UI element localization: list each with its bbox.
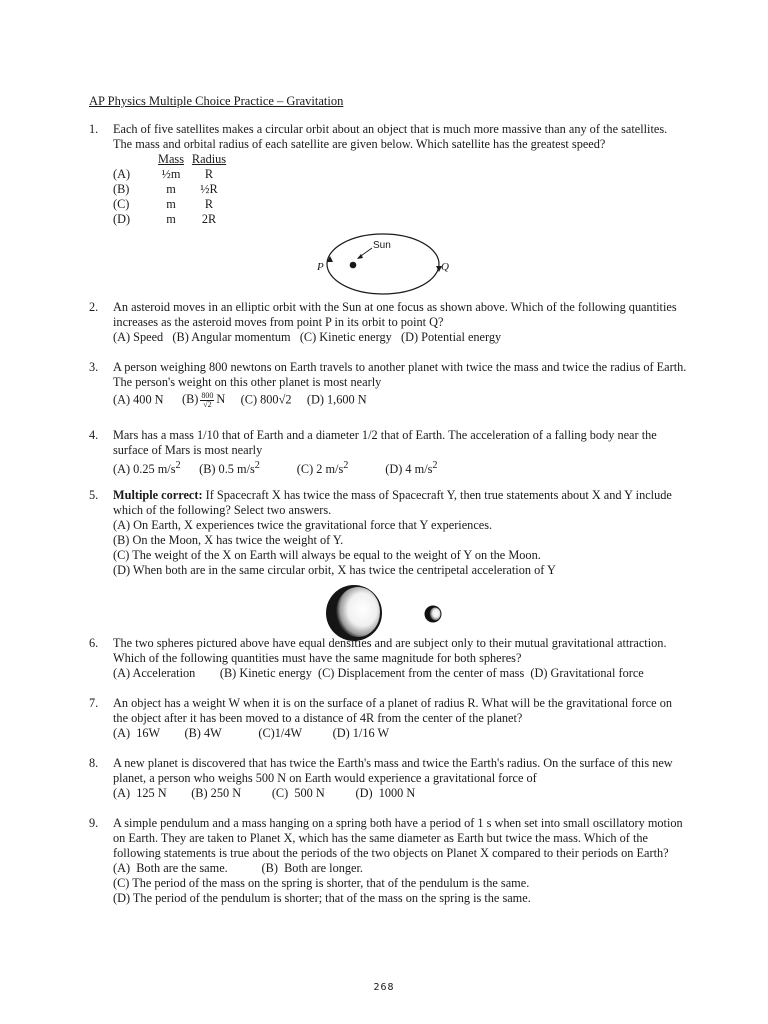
- table-row: [113, 212, 229, 227]
- exponent: 2: [175, 460, 181, 471]
- table-header-mass: Mass: [158, 152, 184, 166]
- table-row: [113, 182, 229, 197]
- question-text: An object has a weight W when it is on the surface of a planet of radius R. What will be the gravitational force on the object after it has been moved to a distance of 4R from the center of the planet?: [113, 696, 673, 725]
- option-line: (A) Both are the same. (B) Both are longer.: [113, 861, 363, 875]
- question-lead: Multiple correct:: [113, 488, 203, 502]
- option-c: (C) 800√2: [240, 392, 292, 407]
- question-7: [89, 696, 689, 741]
- question-number: 6.: [89, 636, 99, 650]
- orbit-diagram: [310, 228, 460, 300]
- point-p-label: P: [317, 261, 324, 273]
- sun-dot: [350, 262, 357, 269]
- answer-options: (A) Speed (B) Angular momentum (C) Kinetic energy (D) Potential energy: [113, 330, 502, 344]
- question-5: [89, 488, 689, 578]
- row-radius: R: [204, 167, 214, 181]
- row-mass: m: [166, 212, 176, 226]
- fraction-denominator: √2: [203, 400, 212, 409]
- point-q-label: Q: [441, 261, 449, 273]
- option-a: (A) 400 N: [113, 392, 164, 407]
- question-text: A new planet is discovered that has twice the Earth's mass and twice the Earth's radius. On the surface of this new planet, a person who weighs 500 N on Earth would experience a gravitational force of: [113, 756, 673, 785]
- question-text: [113, 488, 689, 518]
- question-number: 7.: [89, 696, 99, 710]
- row-mass: m: [166, 182, 176, 196]
- question-3: [89, 360, 689, 409]
- question-number: 2.: [89, 300, 99, 314]
- option-b-unit: N: [216, 392, 226, 407]
- option-b: (B) 0.5 m/s: [199, 462, 255, 477]
- small-sphere: [430, 608, 441, 621]
- question-text: An asteroid moves in an elliptic orbit with the Sun at one focus as shown above. Which of the following quantities increases as the asteroid moves from point P in its orbit to point Q?: [113, 300, 677, 329]
- question-9: [89, 816, 689, 906]
- question-text: Mars has a mass 1/10 that of Earth and a diameter 1/2 that of Earth. The acceleration of a falling body near the surface of Mars is most nearly: [113, 428, 657, 457]
- page-title: AP Physics Multiple Choice Practice – Gravitation: [89, 94, 344, 108]
- question-text: A simple pendulum and a mass hanging on a spring both have a period of 1 s when set into small oscillatory motion on Earth. They are taken to Planet X, which has the same diameter as Earth but twice the mass. Which of the following statements is true about the periods of the two objects on Planet X compared to their periods on Earth?: [113, 816, 683, 860]
- large-sphere: [336, 587, 380, 637]
- option-d: (D) When both are in the same circular orbit, X has twice the centripetal acceleration of Y: [113, 563, 556, 577]
- exponent: 2: [432, 460, 438, 471]
- question-8: [89, 756, 689, 801]
- question-6: [89, 636, 689, 681]
- fraction-numerator: 800: [201, 391, 214, 400]
- row-label: (A): [113, 167, 131, 181]
- row-label: (B): [113, 182, 130, 196]
- answer-options: (A) 16W (B) 4W (C)1/4W (D) 1/16 W: [113, 726, 390, 740]
- fraction: [200, 392, 214, 409]
- option-b: [182, 391, 226, 409]
- exponent: 2: [343, 460, 349, 471]
- question-1: [89, 122, 689, 227]
- option-b: (B) On the Moon, X has twice the weight of Y.: [113, 533, 344, 547]
- row-radius: R: [204, 197, 214, 211]
- table-row: [113, 167, 229, 182]
- answer-options: (A) Acceleration (B) Kinetic energy (C) Displacement from the center of mass (D) Gravitational force: [113, 666, 644, 680]
- question-body: If Spacecraft X has twice the mass of Spacecraft Y, then true statements about X and Y include which of the following? Select two answers.: [113, 488, 672, 517]
- question-number: 5.: [89, 488, 99, 502]
- option-d: (D) The period of the pendulum is shorter; that of the mass on the spring is the same.: [113, 891, 531, 905]
- question-number: 8.: [89, 756, 99, 770]
- answer-options: [113, 392, 689, 409]
- row-mass: m: [166, 197, 176, 211]
- option-b-label: (B): [182, 392, 199, 407]
- sun-label: Sun: [373, 240, 391, 251]
- question-number: 9.: [89, 816, 99, 830]
- option-c: (C) The period of the mass on the spring is shorter, that of the pendulum is the same.: [113, 876, 530, 890]
- answer-options: [113, 458, 689, 477]
- option-d: (D) 1,600 N: [306, 392, 367, 407]
- question-number: 4.: [89, 428, 99, 442]
- row-mass: ½m: [161, 167, 181, 181]
- row-radius: ½R: [200, 182, 218, 196]
- table-row: [113, 197, 229, 212]
- question-2: [89, 300, 689, 345]
- row-radius: 2R: [201, 212, 217, 226]
- option-a: (A) On Earth, X experiences twice the gravitational force that Y experiences.: [113, 518, 493, 532]
- answer-options: (A) 125 N (B) 250 N (C) 500 N (D) 1000 N: [113, 786, 416, 800]
- row-label: (C): [113, 197, 130, 211]
- page-number: 268: [373, 982, 395, 993]
- row-label: (D): [113, 212, 131, 226]
- question-4: [89, 428, 689, 477]
- option-c: (C) The weight of the X on Earth will always be equal to the weight of Y on the Moon.: [113, 548, 541, 562]
- exponent: 2: [254, 460, 260, 471]
- question-text: Each of five satellites makes a circular orbit about an object that is much more massive than any of the satellites. The mass and orbital radius of each satellite are given below. Which satellite has the greatest speed?: [113, 122, 668, 151]
- question-text: The two spheres pictured above have equal densities and are subject only to their mutual gravitational attraction. Which of the following quantities must have the same magnitude for both spheres?: [113, 636, 667, 665]
- option-d: (D) 4 m/s: [385, 462, 433, 477]
- satellite-table: [113, 152, 229, 227]
- option-a: (A) 0.25 m/s: [113, 462, 176, 477]
- table-header-row: [113, 152, 229, 167]
- option-c: (C) 2 m/s: [296, 462, 344, 477]
- question-text: A person weighing 800 newtons on Earth travels to another planet with twice the mass and twice the radius of Earth. The person's weight on this other planet is most nearly: [113, 360, 687, 389]
- question-number: 3.: [89, 360, 99, 374]
- table-header-radius: Radius: [191, 152, 227, 166]
- question-number: 1.: [89, 122, 99, 136]
